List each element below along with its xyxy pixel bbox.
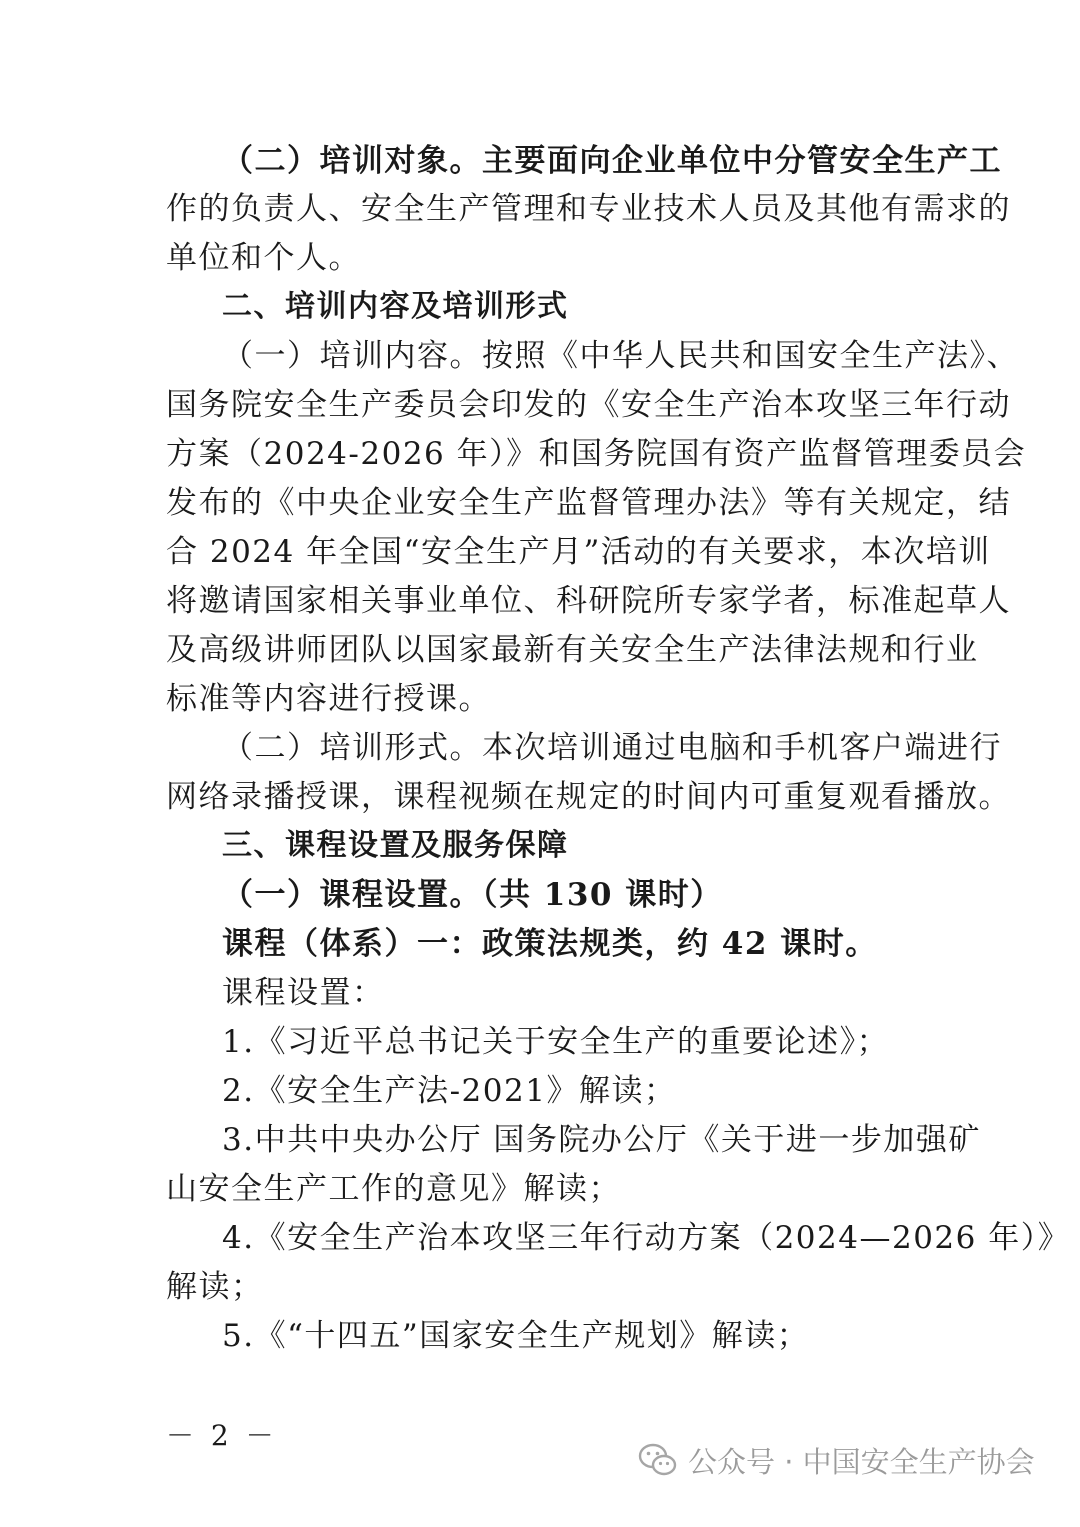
- paragraph-line: 单位和个人。: [166, 240, 361, 276]
- course-item: 3.中共中央办公厅 国务院办公厅《关于进一步加强矿: [222, 1122, 981, 1158]
- paragraph-line: （二）培训形式。本次培训通过电脑和手机客户端进行: [222, 730, 1002, 766]
- wechat-icon: [638, 1442, 678, 1478]
- paragraph-line: 作的负责人、安全生产管理和专业技术人员及其他有需求的: [166, 191, 1011, 227]
- account-watermark: [638, 1430, 1035, 1490]
- paragraph-line: 发布的《中央企业安全生产监督管理办法》等有关规定，结: [166, 485, 1011, 521]
- paragraph-line: 及高级讲师团队以国家最新有关安全生产法律法规和行业: [166, 632, 979, 668]
- course-item: 4.《安全生产治本攻坚三年行动方案（2024—2026 年）》: [222, 1220, 1071, 1256]
- paragraph-line: 方案（2024-2026 年）》和国务院国有资产监督管理委员会: [166, 436, 1027, 472]
- paragraph-line-text: （二）培训对象。主要面向企业单位中分管安全生产工: [222, 143, 1002, 179]
- paragraph-line: 国务院安全生产委员会印发的《安全生产治本攻坚三年行动: [166, 387, 1011, 423]
- paragraph-line: （一）培训内容。按照《中华人民共和国安全生产法》、: [222, 338, 1019, 374]
- section-heading: 二、培训内容及培训形式: [222, 289, 569, 324]
- course-item: 1.《习近平总书记关于安全生产的重要论述》；: [222, 1024, 890, 1060]
- paragraph-line: [222, 139, 1002, 183]
- paragraph-line: 网络录播授课，课程视频在规定的时间内可重复观看播放。: [166, 779, 1011, 815]
- paragraph-line: 标准等内容进行授课。: [166, 681, 491, 717]
- course-setting-label: 课程设置：: [222, 975, 385, 1011]
- course-item: 2.《安全生产法-2021》解读；: [222, 1073, 677, 1109]
- course-item-continuation: 山安全生产工作的意见》解读；: [166, 1171, 621, 1207]
- section-heading: 三、课程设置及服务保障: [222, 828, 569, 863]
- course-system-title: 课程（体系）一：政策法规类，约 42 课时。: [222, 926, 878, 962]
- page-number: － 2 －: [166, 1419, 278, 1452]
- course-item: 5.《“十四五”国家安全生产规划》解读；: [222, 1318, 810, 1354]
- paragraph-line: 合 2024 年全国“安全生产月”活动的有关要求，本次培训: [166, 534, 991, 570]
- paragraph-line: 将邀请国家相关事业单位、科研院所专家学者，标准起草人: [166, 583, 1011, 619]
- course-item-continuation: 解读；: [166, 1269, 264, 1305]
- watermark-text: 公众号 · 中国安全生产协会: [688, 1444, 1035, 1479]
- subsection-heading: （一）课程设置。（共 130 课时）: [222, 877, 723, 913]
